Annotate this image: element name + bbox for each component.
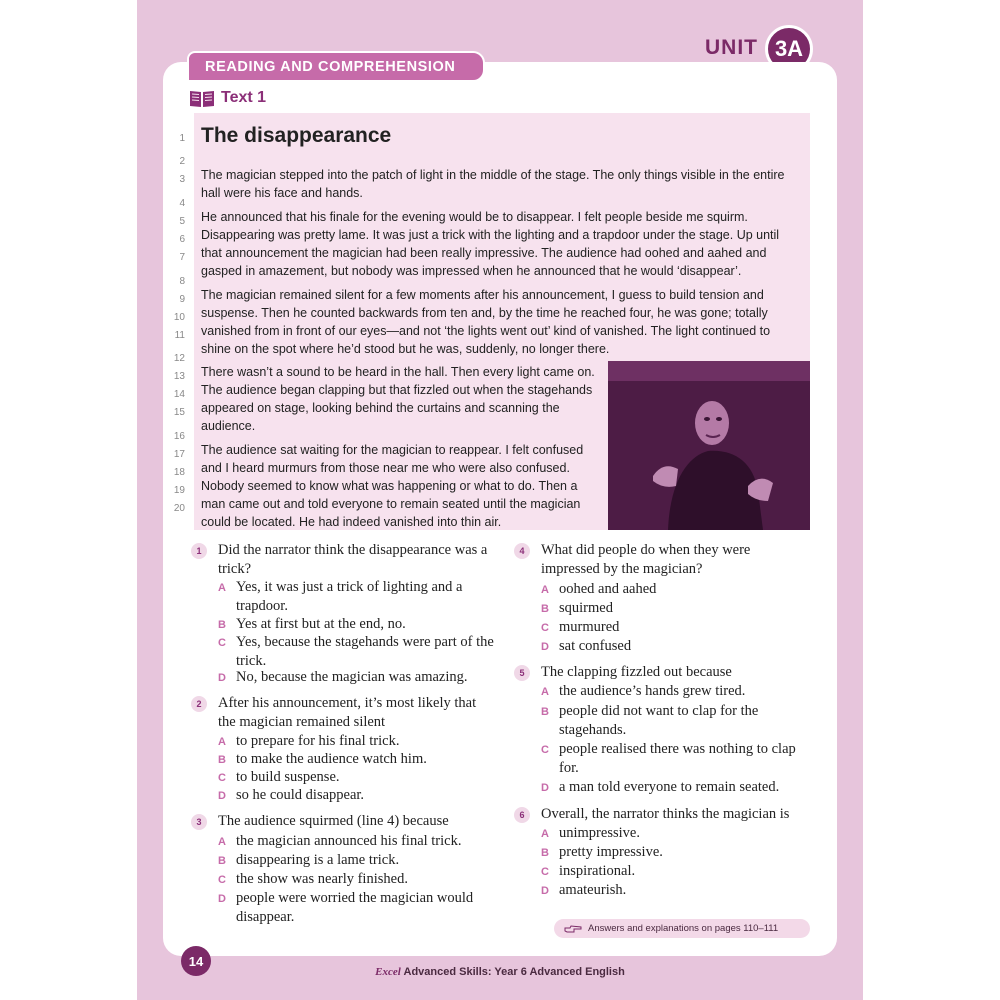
option-text[interactable]: inspirational.	[559, 863, 636, 879]
option-letter: A	[218, 582, 226, 594]
line-number: 10	[173, 312, 185, 323]
line-number: 6	[179, 234, 185, 245]
option-text[interactable]: to build suspense.	[236, 769, 340, 785]
option-letter: C	[541, 622, 549, 634]
question-text: What did people do when they were impressed by the magician?	[541, 542, 751, 577]
line-number: 14	[173, 389, 185, 400]
line-number: 4	[179, 198, 185, 209]
question-text: The clapping fizzled out because	[541, 664, 732, 680]
brand-logo: Excel	[375, 966, 401, 978]
option-letter: A	[541, 828, 549, 840]
option-text[interactable]: to make the audience watch him.	[236, 751, 427, 767]
option-text[interactable]: unimpressive.	[559, 825, 640, 841]
line-number: 12	[173, 353, 185, 364]
option-letter: D	[541, 641, 549, 653]
workbook-page	[137, 0, 863, 1000]
option-text[interactable]: murmured	[559, 619, 620, 635]
option-text[interactable]: Yes at first but at the end, no.	[236, 616, 406, 632]
question-number: 1	[191, 543, 207, 559]
unit-label: UNIT	[705, 36, 758, 59]
line-number: 3	[179, 174, 185, 185]
footer-series: Advanced Skills:	[403, 966, 492, 978]
option-letter: B	[541, 706, 549, 718]
line-number: 7	[179, 252, 185, 263]
line-number: 15	[173, 407, 185, 418]
line-number: 5	[179, 216, 185, 227]
option-letter: A	[218, 836, 226, 848]
option-text[interactable]: squirmed	[559, 600, 613, 616]
line-number: 2	[179, 156, 185, 167]
question-number: 2	[191, 696, 207, 712]
footer-title	[137, 966, 863, 978]
option-text[interactable]: people were worried the magician would disappear.	[236, 890, 474, 925]
passage-paragraph: The audience sat waiting for the magician to reappear. I felt confused and I heard murmurs from those near me who were also confused. Nobody seemed to know what was happening or what to do. Then a man came out and told everyone to remain seated until the magician could be located. He had indeed vanished into thin air.	[201, 442, 584, 529]
line-number: 20	[173, 503, 185, 514]
option-text[interactable]: Yes, because the stagehands were part of the trick.	[236, 634, 494, 669]
pointing-hand-icon	[564, 924, 582, 934]
option-letter: D	[541, 782, 549, 794]
line-number: 8	[179, 276, 185, 287]
page-number: 14	[181, 946, 211, 976]
option-letter: C	[541, 744, 549, 756]
passage-paragraph: The magician stepped into the patch of light in the middle of the stage. The only things visible in the entire hall were his face and hands.	[201, 167, 785, 200]
passage-paragraph: He announced that his finale for the evening would be to disappear. I felt people beside me squirm. Disappearing was pretty lame. It was just a trick with the lighting and a trapdoor under the stage. Up until that announcement the magician had been really impressive. The audience had oohed and aahed and gasped in amazement, but nobody was impressed when he announced that he would ‘disappear’.	[201, 209, 780, 278]
option-letter: B	[218, 619, 226, 631]
line-number: 16	[173, 431, 185, 442]
option-text[interactable]: No, because the magician was amazing.	[236, 669, 468, 685]
option-text[interactable]: sat confused	[559, 638, 632, 654]
option-letter: B	[218, 754, 226, 766]
answers-note[interactable]	[554, 919, 810, 938]
option-letter: A	[541, 686, 549, 698]
question-number: 4	[514, 543, 530, 559]
footer-book-title: Year 6 Advanced English	[494, 966, 625, 978]
option-text[interactable]: a man told everyone to remain seated.	[559, 779, 780, 795]
option-text[interactable]: so he could disappear.	[236, 787, 365, 803]
option-text[interactable]: oohed and aahed	[559, 581, 657, 597]
line-number: 9	[179, 294, 185, 305]
section-tab: READING AND COMPREHENSION	[187, 51, 485, 82]
option-letter: D	[218, 672, 226, 684]
book-icon	[189, 88, 215, 108]
magician-photo	[608, 361, 810, 530]
option-text[interactable]: amateurish.	[559, 882, 627, 898]
option-text[interactable]: people did not want to clap for the stagehands.	[559, 703, 759, 738]
story-title: The disappearance	[201, 124, 392, 147]
line-number: 13	[173, 371, 185, 382]
option-text[interactable]: pretty impressive.	[559, 844, 663, 860]
question-number: 6	[514, 807, 530, 823]
line-number: 19	[173, 485, 185, 496]
option-text[interactable]: the magician announced his final trick.	[236, 833, 462, 849]
option-letter: B	[541, 603, 549, 615]
option-letter: B	[541, 847, 549, 859]
line-number: 1	[179, 133, 185, 144]
question-text: Did the narrator think the disappearance was a trick?	[218, 542, 488, 577]
line-number: 18	[173, 467, 185, 478]
question-text: Overall, the narrator thinks the magician is	[541, 806, 790, 822]
question-number: 3	[191, 814, 207, 830]
line-number: 11	[174, 330, 185, 341]
option-text[interactable]: to prepare for his final trick.	[236, 733, 400, 749]
option-text[interactable]: the audience’s hands grew tired.	[559, 683, 746, 699]
option-letter: C	[218, 772, 226, 784]
passage-paragraph: There wasn’t a sound to be heard in the hall. Then every light came on. The audience began clapping but that fizzled out when the stagehands appeared on stage, looking behind the curtains and scanning the audience.	[201, 364, 595, 433]
question-number: 5	[514, 665, 530, 681]
unit-badge: 3A	[765, 25, 813, 73]
option-letter: D	[541, 885, 549, 897]
option-letter: A	[218, 736, 226, 748]
question-text: After his announcement, it’s most likely that the magician remained silent	[218, 695, 477, 730]
option-text[interactable]: disappearing is a lame trick.	[236, 852, 400, 868]
text-title: Text 1	[221, 89, 267, 106]
option-text[interactable]: the show was nearly finished.	[236, 871, 408, 887]
option-letter: D	[218, 893, 226, 905]
option-letter: C	[218, 637, 226, 649]
text-heading	[189, 88, 266, 108]
option-letter: B	[218, 855, 226, 867]
answers-note-text: Answers and explanations on pages 110–111	[588, 923, 779, 934]
option-text[interactable]: Yes, it was just a trick of lighting and a trapdoor.	[236, 579, 463, 614]
option-text[interactable]: people realised there was nothing to clap for.	[559, 741, 796, 776]
line-number: 17	[173, 449, 185, 460]
option-letter: A	[541, 584, 549, 596]
option-letter: D	[218, 790, 226, 802]
passage-paragraph: The magician remained silent for a few moments after his announcement, I guess to build tension and suspense. Then he counted backwards from ten and, by the time he reached four, he was gone; totally vanished from in front of our eyes—and not ‘the lights went out’ kind of vanished. The light continued to shine on the spot where he’d stood but he was, suddenly, no longer there.	[201, 287, 771, 356]
question-text: The audience squirmed (line 4) because	[218, 813, 449, 829]
option-letter: C	[541, 866, 549, 878]
option-letter: C	[218, 874, 226, 886]
